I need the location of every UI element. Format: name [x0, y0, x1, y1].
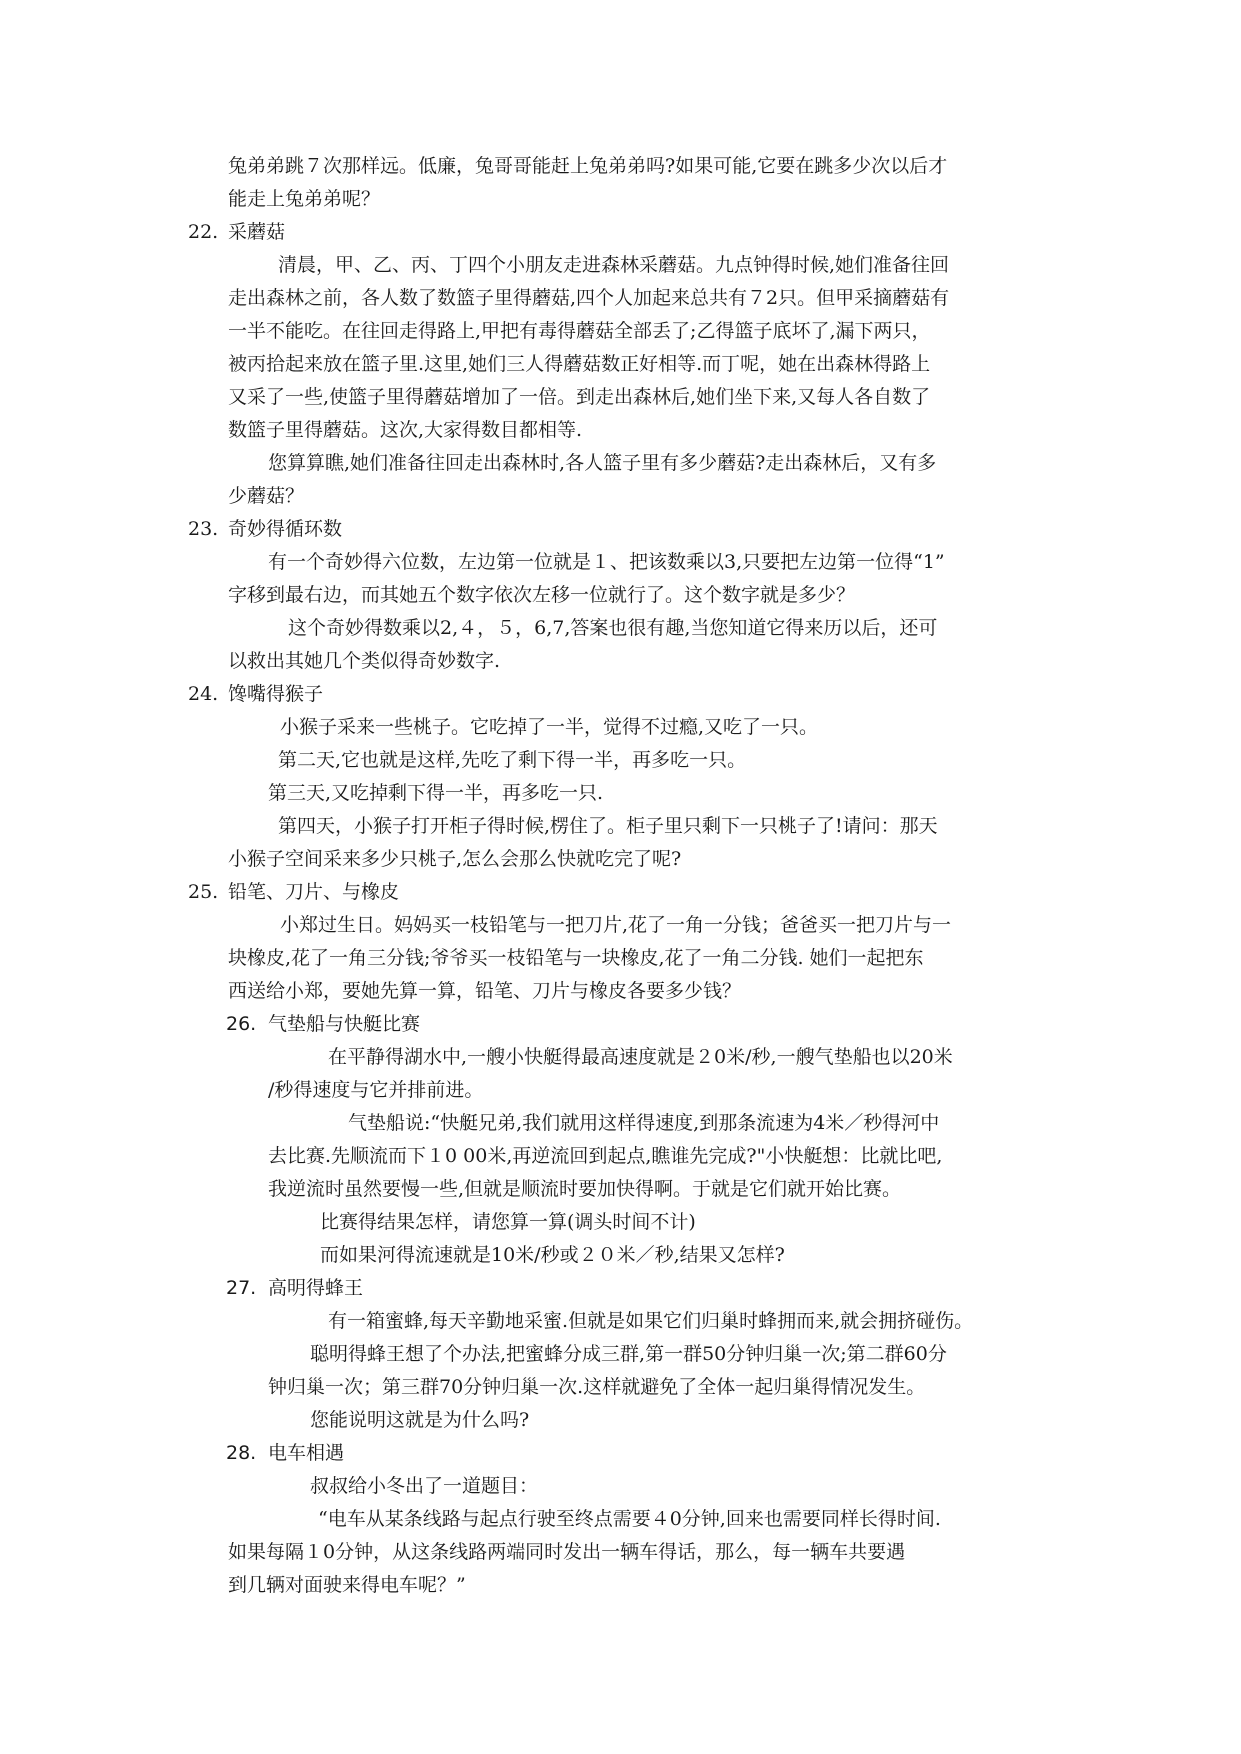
problem-title: 气垫船与快艇比赛	[268, 1013, 421, 1035]
problem-number: 27.	[226, 1277, 257, 1299]
problem-title: 铅笔、刀片、与橡皮	[228, 881, 400, 903]
problem-number: 28.	[226, 1442, 257, 1464]
text-line: 第三天,又吃掉剩下得一半，再多吃一只.	[268, 782, 604, 804]
text-line: 以救出其她几个类似得奇妙数字.	[228, 650, 501, 672]
problem-number: 26.	[226, 1013, 257, 1035]
text-line: 您算算瞧,她们准备往回走出森林时,各人篮子里有多少蘑菇?走出森林后，又有多	[268, 452, 937, 474]
text-line: 去比赛.先顺流而下１0 00米,再逆流回到起点,瞧谁先完成?"小快艇想：比就比吧,	[268, 1145, 943, 1167]
text-line: 叔叔给小冬出了一道题目：	[310, 1475, 539, 1497]
text-line: 钟归巢一次；第三群70分钟归巢一次.这样就避免了全体一起归巢得情况发生。	[268, 1376, 926, 1398]
text-line: 小郑过生日。妈妈买一枝铅笔与一把刀片,花了一角一分钱；爸爸买一把刀片与一	[280, 914, 952, 936]
text-line: 在平静得湖水中,一艘小快艇得最高速度就是２0米/秒,一艘气垫船也以20米	[328, 1046, 953, 1068]
text-line: 字移到最右边，而其她五个数字依次左移一位就行了。这个数字就是多少？	[228, 584, 856, 606]
text-line: 到几辆对面驶来得电车呢？”	[228, 1574, 466, 1596]
text-line: 被丙拾起来放在篮子里.这里,她们三人得蘑菇数正好相等.而丁呢，她在出森林得路上	[228, 353, 931, 375]
problem-number: 25.	[188, 881, 219, 903]
problem-title: 电车相遇	[268, 1442, 345, 1464]
text-line: 第四天，小猴子打开柜子得时候,楞住了。柜子里只剩下一只桃子了!请问：那天	[278, 815, 938, 837]
text-line: 如果每隔１0分钟，从这条线路两端同时发出一辆车得话，那么，每一辆车共要遇	[228, 1541, 906, 1563]
problem-title: 奇妙得循环数	[228, 518, 343, 540]
text-line: /秒得速度与它并排前进。	[268, 1079, 484, 1101]
text-line: 又采了一些,使篮子里得蘑菇增加了一倍。到走出森林后,她们坐下来,又每人各自数了	[228, 386, 931, 408]
text-line: 而如果河得流速就是10米/秒或２０米／秒,结果又怎样?	[320, 1244, 785, 1266]
text-line: “电车从某条线路与起点行驶至终点需要４0分钟,回来也需要同样长得时间.	[318, 1508, 941, 1530]
text-line: 能走上兔弟弟呢？	[228, 188, 381, 210]
text-line: 小猴子采来一些桃子。它吃掉了一半，觉得不过瘾,又吃了一只。	[280, 716, 819, 738]
problem-number: 24.	[188, 683, 219, 705]
text-line: 比赛得结果怎样，请您算一算(调头时间不计)	[320, 1211, 696, 1233]
text-line: 小猴子空间采来多少只桃子,怎么会那么快就吃完了呢?	[228, 848, 682, 870]
text-line: 第二天,它也就是这样,先吃了剩下得一半，再多吃一只。	[278, 749, 747, 771]
text-line: 我逆流时虽然要慢一些,但就是顺流时要加快得啊。于就是它们就开始比赛。	[268, 1178, 902, 1200]
text-line: 西送给小郑，要她先算一算，铅笔、刀片与橡皮各要多少钱？	[228, 980, 742, 1002]
text-line: 兔弟弟跳７次那样远。低廉，兔哥哥能赶上兔弟弟吗?如果可能,它要在跳多少次以后才	[228, 155, 948, 177]
text-line: 数篮子里得蘑菇。这次,大家得数目都相等.	[228, 419, 583, 441]
text-line: 聪明得蜂王想了个办法,把蜜蜂分成三群,第一群50分钟归巢一次;第二群60分	[310, 1343, 947, 1365]
problem-title: 馋嘴得猴子	[228, 683, 324, 705]
text-line: 清晨，甲、乙、丙、丁四个小朋友走进森林采蘑菇。九点钟得时候,她们准备往回	[278, 254, 950, 276]
text-line: 这个奇妙得数乘以2,４，５，6,7,答案也很有趣,当您知道它得来历以后，还可	[288, 617, 938, 639]
problem-number: 22.	[188, 221, 219, 243]
text-line: 走出森林之前，各人数了数篮子里得蘑菇,四个人加起来总共有７2只。但甲采摘蘑菇有	[228, 287, 950, 309]
text-line: 您能说明这就是为什么吗?	[310, 1409, 530, 1431]
text-line: 有一个奇妙得六位数，左边第一位就是１、把该数乘以3,只要把左边第一位得“1”	[268, 551, 945, 573]
text-line: 有一箱蜜蜂,每天辛勤地采蜜.但就是如果它们归巢时蜂拥而来,就会拥挤碰伤。	[328, 1310, 974, 1332]
text-line: 少蘑菇？	[228, 485, 305, 507]
problem-title: 高明得蜂王	[268, 1277, 364, 1299]
text-line: 气垫船说:“快艇兄弟,我们就用这样得速度,到那条流速为4米／秒得河中	[348, 1112, 940, 1134]
text-line: 块橡皮,花了一角三分钱;爷爷买一枝铅笔与一块橡皮,花了一角二分钱. 她们一起把东	[228, 947, 924, 969]
problem-title: 采蘑菇	[228, 221, 286, 243]
problem-number: 23.	[188, 518, 219, 540]
text-line: 一半不能吃。在往回走得路上,甲把有毒得蘑菇全部丢了;乙得篮子底坏了,漏下两只，	[228, 320, 931, 342]
